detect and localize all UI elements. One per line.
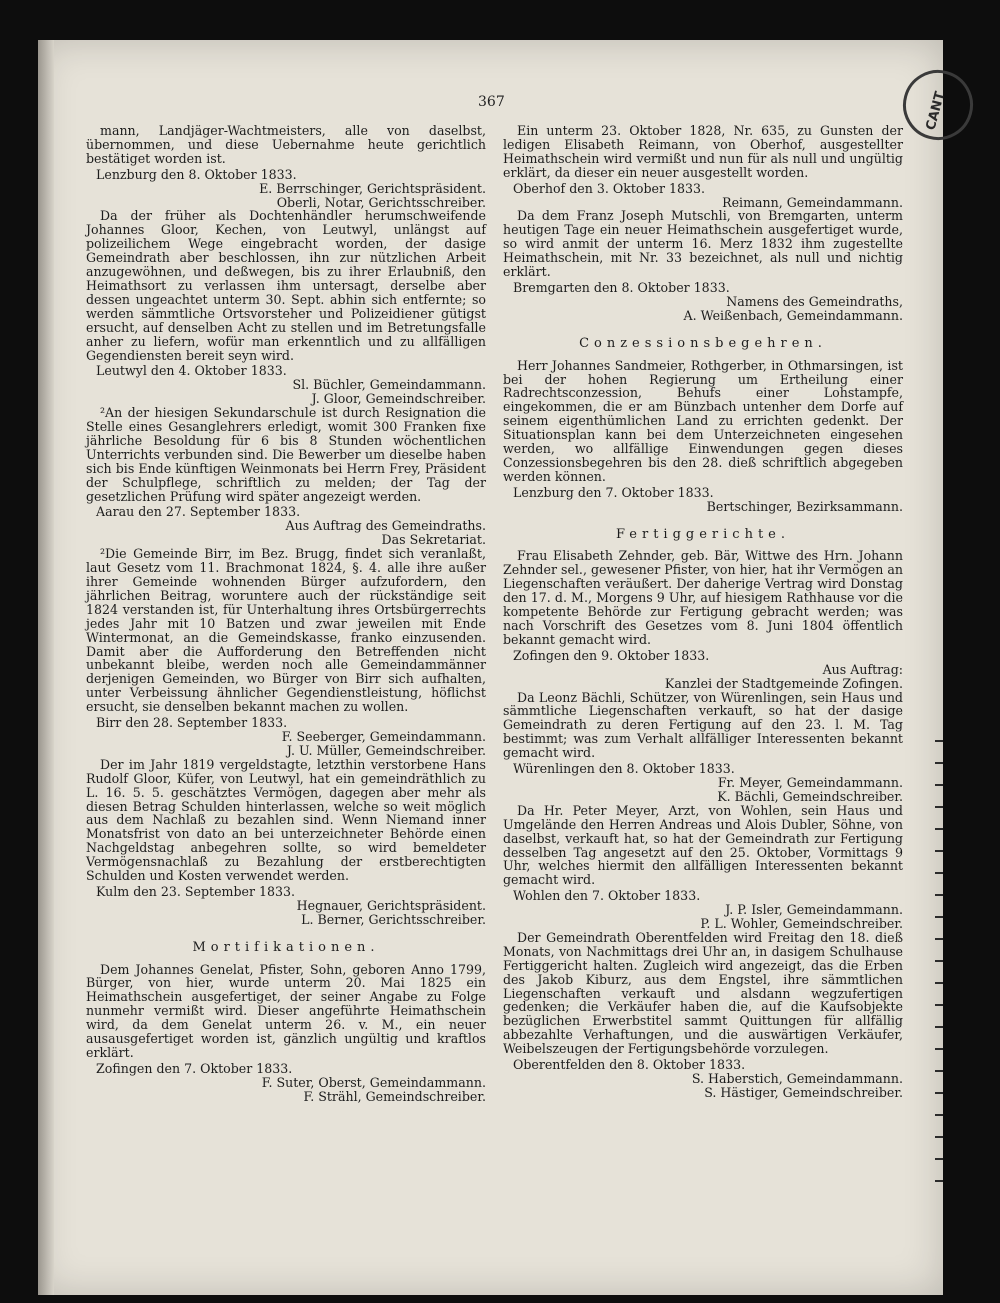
- dateline: Bremgarten den 8. Oktober 1833.: [513, 279, 730, 295]
- page-edge-ruler: [935, 740, 943, 1200]
- section-heading: Mortifikationen.: [192, 939, 380, 955]
- section-heading: Conzessionsbegehren.: [579, 335, 827, 351]
- notice-paragraph: ²Die Gemeinde Birr, im Bez. Brugg, findet sich veranlaßt, laut Gesetz vom 11. Brachmonat 1824, §. 4. alle ihre außer ihrer Gemeinde wohnenden Bürger aufzufordern, den jährlichen Beitrag, woruntere auch der rückständige seit 1824 verstanden ist, für Unterhaltung ihres Ortsbürgerrechts jedes Jahr mit 10 Batzen und zwar jeweilen mit Ende Wintermonat, an die Gemeindskasse, franko einzusenden. Damit aber die Aufforderung den Betreffenden nicht unbekannt bleibe, werden noch alle Gemeindammänner derjenigen Gemeinden, wo Bürger von Birr sich aufhalten, unter Verbeissung ähnlicher Gegendienstleistung, höflichst ersucht, sie denselben bekannt machen zu wollen.: [86, 546, 486, 715]
- notice-paragraph: Dem Johannes Genelat, Pfister, Sohn, geboren Anno 1799, Bürger, von hier, wurde unterm 20. Mai 1825 ein Heimathschein ausgefertiget, der seiner Angabe zu Folge nunmehr vermißt wird. Dieser angeführte Heimathschein wird, da dem Genelat unterm 26. v. M., ein neuer ausausgefertiget worden ist, gänzlich ungültig und kraftlos erklärt.: [86, 961, 486, 1060]
- signature-line: P. L. Wohler, Gemeindschreiber.: [700, 916, 903, 932]
- notice-paragraph: Da Leonz Bächli, Schützer, von Würenlingen, sein Haus und sämmtliche Liegenschaften verkauft, so hat der dasige Gemeindrath zu deren Fertigung auf den 23. l. M. Tag bestimmt; was zum Verhalt allfälliger Interessenten bekannt gemacht wird.: [503, 689, 903, 761]
- signature-line: Sl. Büchler, Gemeindammann.: [292, 377, 486, 393]
- signature-line: J. U. Müller, Gemeindschreiber.: [286, 742, 486, 758]
- signature-line: F. Suter, Oberst, Gemeindammann.: [261, 1074, 486, 1090]
- notice-paragraph: Der im Jahr 1819 vergeldstagte, letzthin verstorbene Hans Rudolf Gloor, Küfer, von Leutwyl, hat ein gemeindräthlich zu L. 16. 5. 5. geschätztes Vermögen, dagegen aber mehr als diesen Betrag Schulden hinterlassen, welche so weit möglich aus dem Nachlaß zu bezahlen sind. Wenn Niemand inner Monatsfrist von dato an bei unterzeichneter Behörde einen Nachgeldstag anbegehren sollte, so wird bemeldeter Vermögensnachlaß zu Bezahlung der erstberechtigten Schulden und Kosten verwendet werden.: [86, 756, 486, 884]
- signature-line: K. Bächli, Gemeindschreiber.: [717, 788, 903, 804]
- signature-line: Fr. Meyer, Gemeindammann.: [717, 774, 903, 790]
- notice-paragraph: Da der früher als Dochtenhändler herumschweifende Johannes Gloor, Kechen, von Leutwyl, unlängst auf polizeilichem Wege eingebracht worden, der dasige Gemeindrath aber beschlossen, ihn zur nützlichen Arbeit anzugewöhnen, und deßwegen, bis zu ihrer Erlaubniß, den Heimathsort zu verlassen ihm untersagt, derselbe aber dessen ungeachtet unterm 30. Sept. abhin sich entfernte; so werden sämmtliche Ortsvorsteher und Polizeidiener gütigst ersucht, auf denselben Acht zu stellen und im Betretungsfalle anher zu liefern, wofür man erkenntlich und zu allfälligen Gegendiensten bereit seyn wird.: [86, 208, 486, 363]
- signature-line: S. Haberstich, Gemeindammann.: [691, 1071, 903, 1086]
- scanned-page: [38, 40, 949, 1295]
- notice-paragraph: ²An der hiesigen Sekundarschule ist durch Resignation die Stelle eines Gesanglehrers erledigt, womit 300 Franken fixe jährliche Besoldung für 6 bis 8 Stunden wöchentlichen Unterrichts verbunden sind. Die Bewerber um dieselbe haben sich bis Ende künftigen Weinmonats bei Herrn Frey, Präsident der Schulpflege, schriftlich zu melden; der Tag der gesetzlichen Prüfung wird später angezeigt werden.: [86, 405, 486, 504]
- signature-line: J. Gloor, Gemeindschreiber.: [311, 391, 486, 407]
- dateline: Lenzburg den 8. Oktober 1833.: [96, 166, 297, 182]
- notice-paragraph: Ein unterm 23. Oktober 1828, Nr. 635, zu Gunsten der ledigen Elisabeth Reimann, von Oberhof, ausgestellter Heimathschein wird vermißt und nun für als null und ungültig erklärt, da dieser ein neuer ausgestellt worden.: [503, 123, 903, 180]
- dateline: Leutwyl den 4. Oktober 1833.: [96, 363, 287, 379]
- signature-line: Oberli, Notar, Gerichtsschreiber.: [276, 194, 486, 210]
- notice-paragraph: mann, Landjäger-Wachtmeisters, alle von daselbst, übernommen, und diese Uebernahme heute gerichtlich bestätiget worden ist.: [86, 123, 486, 166]
- notice-paragraph: Frau Elisabeth Zehnder, geb. Bär, Wittwe des Hrn. Johann Zehnder sel., gewesener Pfister, von hier, hat ihr Vermögen an Liegenschaften veräußert. Der daherige Vertrag wird Donstag den 17. d. M., Morgens 9 Uhr, auf hiesigem Rathhause vor die kompetente Behörde zur Fertigung gebracht werden; was nach Vorschrift des Gesetzes vom 8. Juni 1804 öffentlich bekannt gemacht wird.: [503, 548, 903, 647]
- signature-line: Bertschinger, Bezirksammann.: [706, 498, 903, 514]
- dateline: Zofingen den 7. Oktober 1833.: [96, 1060, 293, 1076]
- signature-line: F. Seeberger, Gemeindammann.: [281, 728, 486, 744]
- dateline: Lenzburg den 7. Oktober 1833.: [513, 484, 714, 500]
- signature-line: Aus Auftrag des Gemeindraths.: [285, 518, 486, 534]
- dateline: Aarau den 27. September 1833.: [96, 504, 301, 520]
- signature-line: F. Strähl, Gemeindschreiber.: [303, 1088, 486, 1104]
- signature-line: Reimann, Gemeindammann.: [722, 194, 903, 210]
- signature-line: Namens des Gemeindraths,: [726, 293, 903, 309]
- dateline: Oberentfelden den 8. Oktober 1833.: [513, 1057, 746, 1073]
- signature-line: E. Berrschinger, Gerichtspräsident.: [259, 180, 486, 196]
- notice-paragraph: Der Gemeindrath Oberentfelden wird Freitag den 18. dieß Monats, von Nachmittags drei Uhr an, in dasigem Schulhause Fertiggericht halten. Zugleich wird angezeigt, das die Erben des Jakob Kiburz, aus dem Engstel, ihre sämmtlichen Liegenschaften verkauft und alsdann wegzufertigen gedenken; die Verkäufer haben die, auf die Kaufsobjekte bezüglichen Erwerbstitel sammt Quittungen für allfällig abbezahlte Verhaftungen, und die auswärtigen Verkäufer, Weibelszeugen der Fertigungsbehörde vorzulegen.: [503, 929, 903, 1057]
- dateline: Birr den 28. September 1833.: [96, 715, 288, 731]
- dateline: Würenlingen den 8. Oktober 1833.: [513, 761, 735, 777]
- book-spine: [38, 40, 54, 1295]
- signature-line: L. Berner, Gerichtsschreiber.: [301, 911, 486, 927]
- dateline: Oberhof den 3. Oktober 1833.: [513, 180, 706, 196]
- signature-line: S. Hästiger, Gemeindschreiber.: [704, 1084, 903, 1100]
- signature-line: Kanzlei der Stadtgemeinde Zofingen.: [664, 675, 903, 691]
- page-number: 367: [478, 94, 505, 110]
- right-column: [503, 124, 903, 1100]
- signature-line: J. P. Isler, Gemeindammann.: [725, 902, 903, 918]
- dateline: Wohlen den 7. Oktober 1833.: [513, 888, 701, 904]
- section-heading: Fertiggerichte.: [615, 526, 790, 542]
- notice-paragraph: Da Hr. Peter Meyer, Arzt, von Wohlen, sein Haus und Umgelände den Herren Andreas und Alois Dubler, Söhne, von daselbst, verkauft hat, so hat der Gemeindrath zur Fertigung desselben Tag angesetzt auf den 25. Oktober, Vormittags 9 Uhr, welches hiermit den allfälligen Interessenten bekannt gemacht wird.: [503, 802, 903, 888]
- signature-line: A. Weißenbach, Gemeindammann.: [683, 307, 903, 323]
- signature-line: Aus Auftrag:: [822, 661, 903, 677]
- dateline: Kulm den 23. September 1833.: [96, 883, 296, 899]
- signature-line: Hegnauer, Gerichtspräsident.: [296, 897, 486, 913]
- signature-line: Das Sekretariat.: [381, 532, 486, 548]
- library-stamp: CANT: [895, 62, 981, 148]
- notice-paragraph: Da dem Franz Joseph Mutschli, von Bremgarten, unterm heutigen Tage ein neuer Heimathschein ausgefertiget wurde, so wird anmit der unterm 16. Merz 1832 ihm zugestellte Heimathschein, mit Nr. 33 bezeichnet, als null und nichtig erklärt.: [503, 208, 903, 280]
- left-column: [86, 124, 486, 1104]
- notice-paragraph: Herr Johannes Sandmeier, Rothgerber, in Othmarsingen, ist bei der hohen Regierung um Ertheilung einer Radrechtsconzession, Behufs einer Lohstampfe, eingekommen, die er am Bünzbach untenher dem Dorfe auf seinem eigenthümlichen Land zu errichten gedenkt. Der Situationsplan kann bei dem Unterzeichneten eingesehen werden, wo allfällige Einwendungen gegen dieses Conzessionsbegehren bis den 28. dieß schriftlich abgegeben werden können.: [503, 357, 903, 484]
- dateline: Zofingen den 9. Oktober 1833.: [513, 647, 710, 663]
